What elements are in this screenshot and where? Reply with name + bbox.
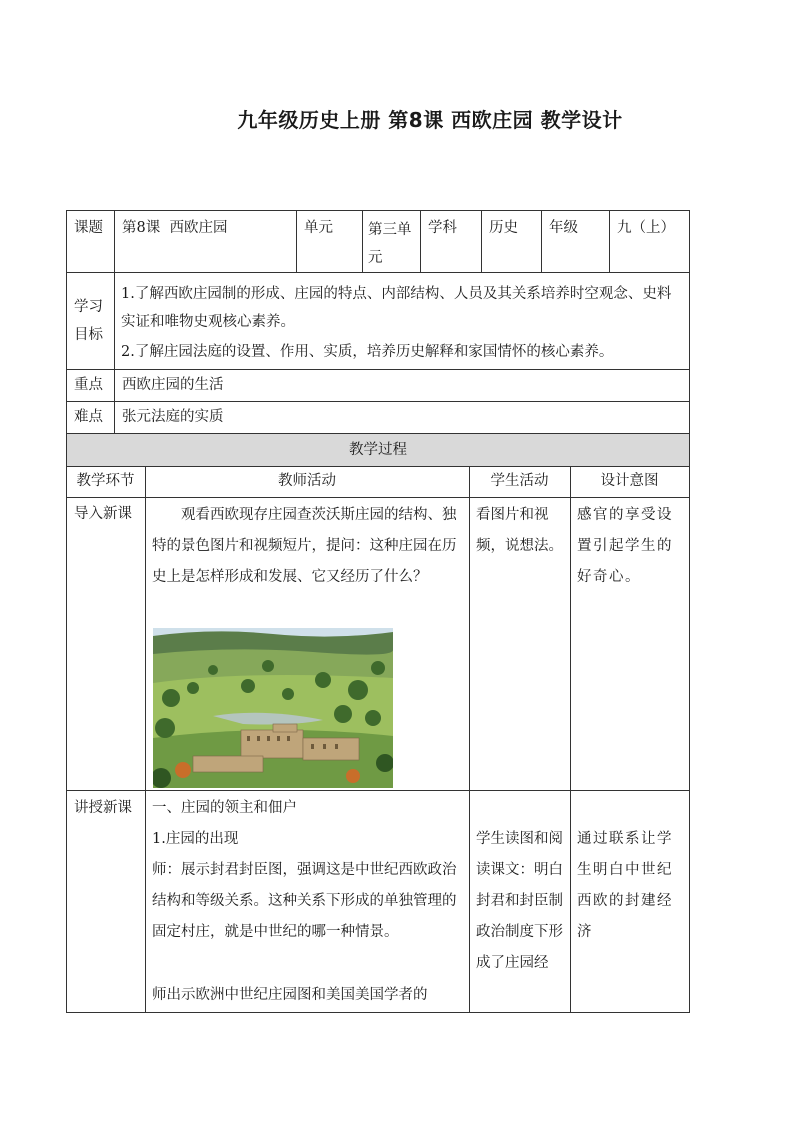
unit-label: 单元 — [304, 220, 333, 236]
stage-new-lesson: 讲授新课 — [74, 800, 132, 816]
teacher-paragraph-2: 师出示欧洲中世纪庄园图和美国美国学者的 — [152, 987, 428, 1003]
key-point-value: 西欧庄园的生活 — [122, 377, 224, 393]
document-title: 九年级历史上册 第8课 西欧庄园 教学设计 — [237, 108, 623, 132]
key-point-label: 重点 — [74, 377, 103, 393]
unit-value: 第三单元 — [368, 222, 412, 266]
teacher-paragraph-1: 师：展示封君封臣图，强调这是中世纪西欧政治结构和等级关系。这种关系下形成的单独管理的固定村庄，就是中世纪的哪一种情景。 — [152, 862, 457, 940]
student-activity-intro: 看图片和视频，说想法。 — [476, 507, 563, 554]
topic-value: 第8课 西欧庄园 — [122, 220, 228, 236]
subject-label: 学科 — [428, 220, 457, 236]
subject-value: 历史 — [489, 220, 518, 236]
difficulty-label: 难点 — [74, 409, 103, 425]
col-header-stage: 教学环节 — [76, 473, 135, 489]
chatsworth-estate-image — [153, 628, 393, 788]
topic-label: 课题 — [74, 220, 103, 236]
design-intent-intro: 感官的享受设置引起学生的好奇心。 — [577, 507, 673, 585]
grade-value: 九（上） — [617, 220, 675, 236]
teacher-activity-intro: 观看西欧现存庄园查茨沃斯庄园的结构、独特的景色图片和视频短片，提问：这种庄园在历史上是怎样形成和发展、它又经历了什么？ — [152, 507, 457, 585]
design-intent-new-lesson: 通过联系让学生明白中世纪西欧的封建经济 — [577, 831, 673, 940]
difficulty-value: 张元法庭的实质 — [122, 409, 224, 425]
teacher-subheading: 1.庄园的出现 — [152, 831, 239, 847]
teacher-heading: 一、庄园的领主和佃户 — [152, 800, 297, 816]
objectives-item-2: 2.了解庄园法庭的设置、作用、实质，培养历史解释和家国情怀的核心素养。 — [121, 344, 614, 360]
stage-intro: 导入新课 — [74, 506, 132, 522]
grade-label: 年级 — [549, 220, 578, 236]
col-header-student: 学生活动 — [490, 473, 549, 489]
process-header: 教学过程 — [349, 442, 407, 458]
col-header-teacher: 教师活动 — [278, 473, 336, 489]
student-activity-new-lesson: 学生读图和阅读课文：明白封君和封臣制政治制度下形成了庄园经 — [476, 831, 563, 971]
objectives-item-1: 1.了解西欧庄园制的形成、庄园的特点、内部结构、人员及其关系培养时空观念、史料实证和唯物史观核心素养。 — [121, 286, 672, 330]
col-header-intent: 设计意图 — [600, 473, 659, 489]
objectives-label: 学习目标 — [74, 299, 103, 343]
